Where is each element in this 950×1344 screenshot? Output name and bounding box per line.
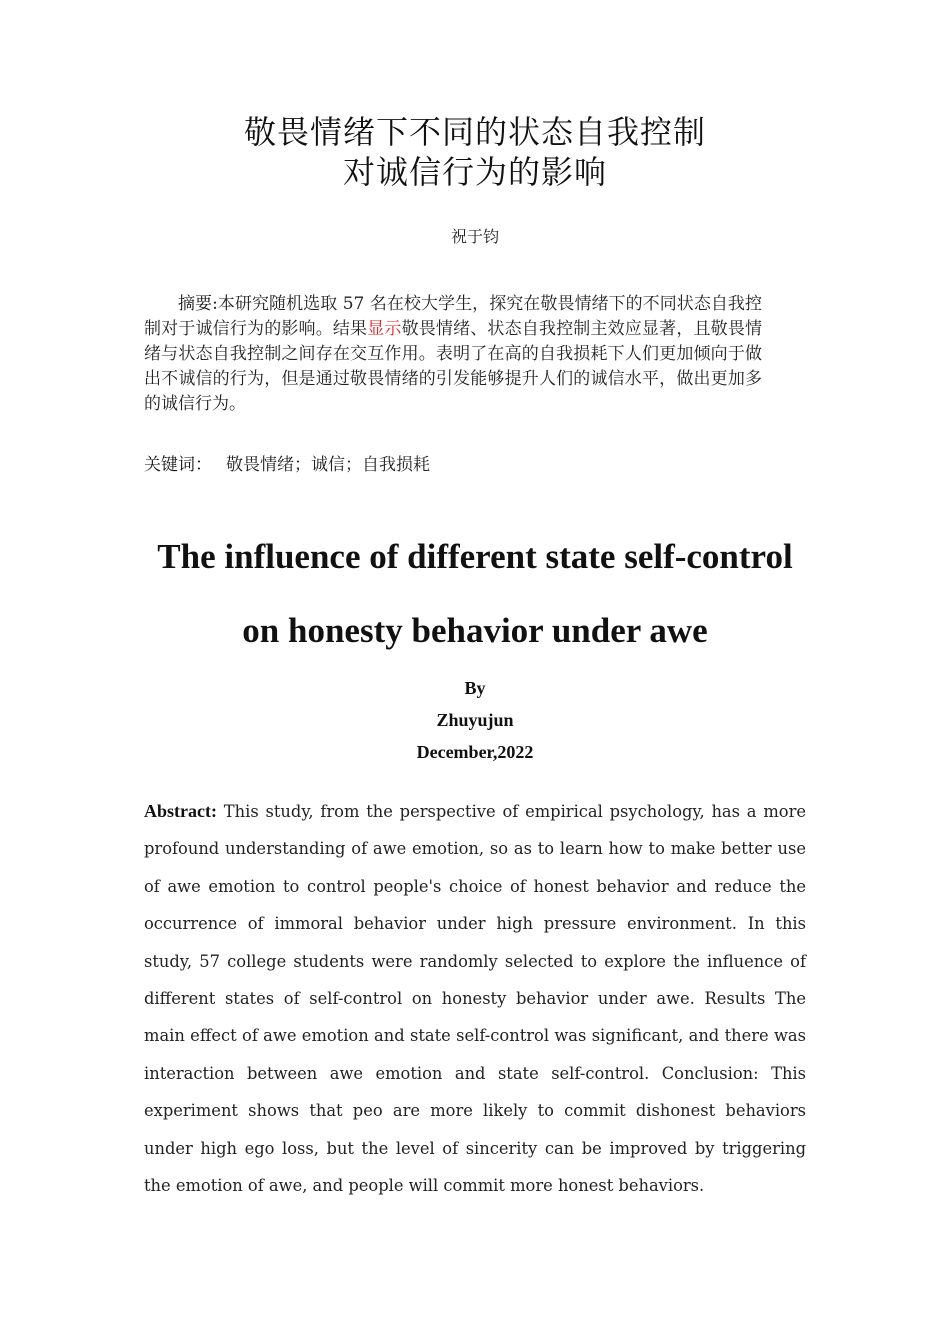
english-author: Zhuyujun [436,710,514,730]
chinese-abstract-label: 摘要 [178,294,213,314]
chinese-title-line-2: 对诚信行为的影响 [342,153,607,191]
english-title [0,520,950,668]
chinese-author: 祝于钧 [450,227,499,246]
chinese-abstract-highlight: 显示 [367,319,402,339]
chinese-keywords-label: 关键词： [144,455,212,475]
chinese-title [0,112,950,192]
english-byline [0,672,950,768]
chinese-abstract-text-part-2: 敬畏情绪、状态自我控制主效应显著，且敬畏情绪与状态自我控制之间存在交互作用。表明了在高的自我损耗下人们更加倾向于做出不诚信的行为，但是通过敬畏情绪的引发能够提升人们的诚信水平，做出更加多的诚信行为。 [144,319,763,414]
english-title-line-2: on honesty behavior under awe [242,611,708,650]
chinese-title-line-1: 敬畏情绪下不同的状态自我控制 [243,113,706,151]
english-title-line-1: The influence of different state self-control [157,537,793,576]
english-abstract-label: Abstract: [144,801,217,821]
chinese-abstract [144,292,762,417]
publication-date: December,2022 [416,742,534,762]
chinese-abstract-text-part-1: 本研究随机选取 57 名在校大学生，探究在敬畏情绪下的不同状态自我控制对于诚信行为的影响。结果 [144,294,762,339]
chinese-abstract-separator: : [212,294,218,314]
chinese-keywords [144,453,430,477]
english-abstract-text: This study, from the perspective of empirical psychology, has a more profound understanding of awe emotion, so as to learn how to make better use of awe emotion to control people's choice of honest behavior and reduce the occurrence of immoral behavior under high pressure environment. In this study, 57 college students were randomly selected to explore the influence of different states of self-control on honesty behavior under awe. Results The main effect of awe emotion and state self-control was significant, and there was interaction between awe emotion and state self-control. Conclusion: This experiment shows that peo are more likely to commit dishonest behaviors under high ego loss, but the level of sincerity can be improved by triggering the emotion of awe, and people will commit more honest behaviors. [144,802,806,1196]
english-abstract [144,793,806,1204]
by-label: By [464,678,486,698]
chinese-keywords-text: 敬畏情绪；诚信；自我损耗 [226,455,430,475]
